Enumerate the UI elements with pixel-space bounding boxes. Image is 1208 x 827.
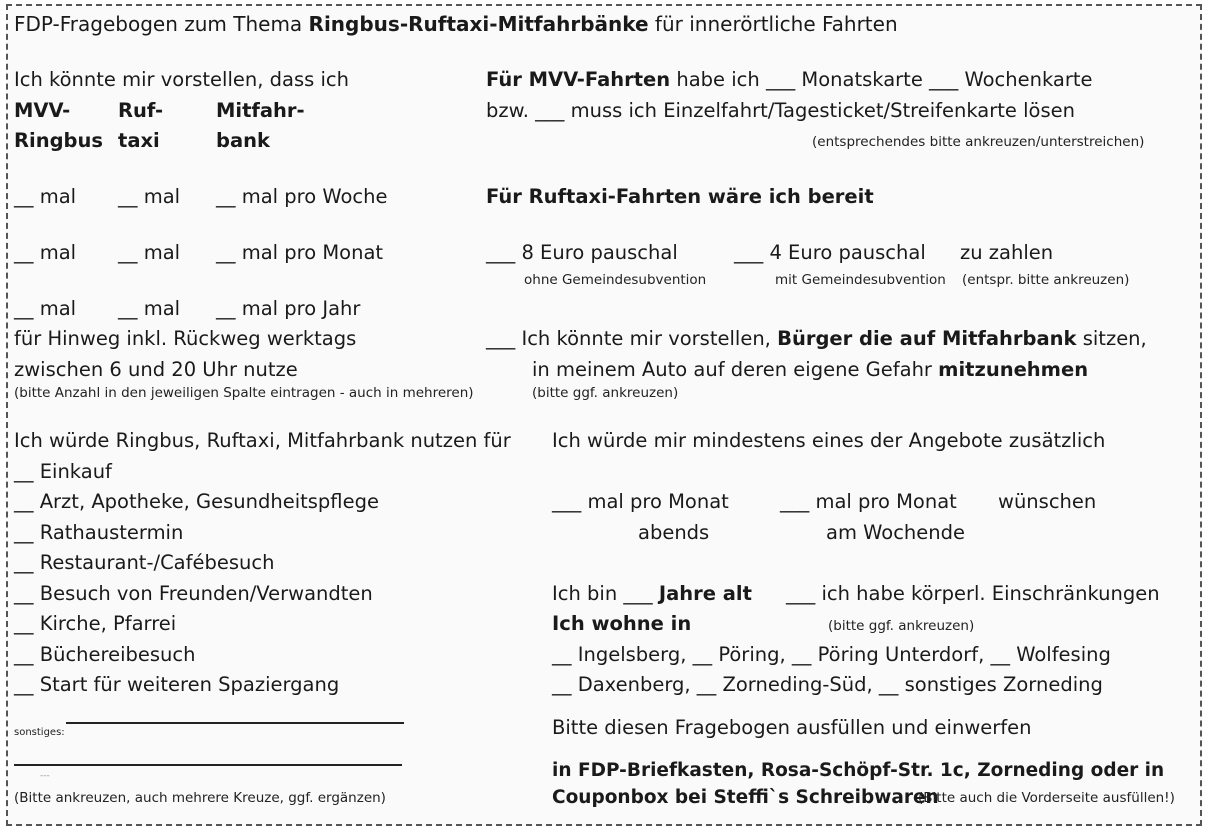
mitnehmen-line-2: in meinem Auto auf deren eigene Gefahr mitzunehmen — [532, 358, 1089, 381]
monatskarte-blank[interactable]: ___ — [765, 68, 796, 91]
wochenkarte-blank[interactable]: ___ — [929, 68, 959, 91]
ruftaxi-sub-2: mit Gemeindesubvention — [775, 272, 946, 288]
sonstiges-input-line-2[interactable] — [14, 764, 402, 766]
footer-line-1: in FDP-Briefkasten, Rosa-Schöpf-Str. 1c, Zorneding oder in — [552, 760, 1165, 781]
additional-sub-2: am Wochende — [826, 521, 966, 544]
month-mitfahrbank-field[interactable]: __ mal pro Monat — [216, 241, 384, 264]
additional-evening-field[interactable]: ___ mal pro Monat — [552, 490, 729, 513]
usage-description-1: für Hinweg inkl. Rückweg werktags — [14, 327, 357, 350]
ruftaxi-option-4-euro[interactable]: ___ 4 Euro pauschal — [734, 241, 926, 264]
faint-marking: --- — [40, 771, 50, 781]
year-mitfahrbank-field[interactable]: __ mal pro Jahr — [216, 297, 361, 320]
page-title — [14, 14, 898, 34]
location-option[interactable]: __ Pöring Unterdorf, — [791, 643, 985, 666]
month-ruftaxi-field[interactable]: __ mal — [118, 241, 181, 264]
col-header-ruftaxi-1: Ruf- — [118, 99, 164, 122]
location-option[interactable]: __ Wolfesing — [990, 643, 1111, 666]
usage-description-2: zwischen 6 und 20 Uhr nutze — [14, 358, 298, 381]
week-ruftaxi-field[interactable]: __ mal — [118, 185, 181, 208]
usage-note: (bitte Anzahl in den jeweiligen Spalte eintragen - auch in mehreren) — [14, 385, 474, 401]
questionnaire-card — [6, 4, 1202, 826]
col-header-ringbus-2: Ringbus — [14, 129, 103, 152]
mitnehmen-note: (bitte ggf. ankreuzen) — [532, 385, 679, 401]
purposes-heading: Ich würde Ringbus, Ruftaxi, Mitfahrbank nutzen für — [14, 429, 511, 452]
purpose-item[interactable]: __ Arzt, Apotheke, Gesundheitspflege — [14, 490, 379, 513]
footer-line-2: Couponbox bei Steffi`s Schreibwaren — [552, 787, 939, 808]
title-bold: Ringbus-Ruftaxi-Mitfahrbänke — [308, 12, 649, 36]
title-suffix: für innerörtliche Fahrten — [648, 12, 898, 36]
week-mitfahrbank-field[interactable]: __ mal pro Woche — [216, 185, 388, 208]
footer-instruction: Bitte diesen Fragebogen ausfüllen und einwerfen — [552, 716, 1032, 739]
ruftaxi-option-8-euro[interactable]: ___ 8 Euro pauschal — [486, 241, 678, 264]
year-ruftaxi-field[interactable]: __ mal — [118, 297, 181, 320]
col-header-mitfahrbank-1: Mitfahr- — [216, 99, 305, 122]
purpose-item[interactable]: __ Rathaustermin — [14, 521, 184, 544]
ruftaxi-sub-1: ohne Gemeindesubvention — [524, 272, 707, 288]
personal-note: (bitte ggf. ankreuzen) — [828, 618, 975, 634]
purposes-footer-note: (Bitte ankreuzen, auch mehrere Kreuze, ggf. ergänzen) — [14, 790, 386, 806]
additional-heading: Ich würde mir mindestens eines der Angebote zusätzlich — [552, 429, 1106, 452]
additional-sub-1: abends — [638, 521, 710, 544]
location-row-2 — [552, 675, 1103, 695]
week-ringbus-field[interactable]: __ mal — [14, 185, 77, 208]
usage-intro: Ich könnte mir vorstellen, dass ich — [14, 68, 349, 91]
purpose-item[interactable]: __ Kirche, Pfarrei — [14, 612, 177, 635]
col-header-ringbus-1: MVV- — [14, 99, 71, 122]
location-option[interactable]: __ Pöring, — [692, 643, 786, 666]
purpose-item[interactable]: __ Einkauf — [14, 460, 112, 483]
additional-wuenschen: wünschen — [998, 490, 1097, 513]
location-option[interactable]: __ sonstiges Zorneding — [878, 673, 1103, 696]
purpose-item[interactable]: __ Besuch von Freunden/Verwandten — [14, 582, 373, 605]
col-header-mitfahrbank-2: bank — [216, 129, 270, 152]
footer-note: (Bitte auch die Vorderseite ausfüllen!) — [918, 790, 1175, 806]
month-ringbus-field[interactable]: __ mal — [14, 241, 77, 264]
age-blank[interactable]: ___ — [623, 582, 653, 605]
ruftaxi-zahlen: zu zahlen — [960, 241, 1054, 264]
age-line: Ich bin ___ Jahre alt — [552, 582, 752, 605]
location-option[interactable]: __ Daxenberg, — [552, 673, 691, 696]
sonstiges-input-line[interactable] — [66, 722, 404, 724]
mvv-line-2: bzw. ___ muss ich Einzelfahrt/Tagesticket/Streifenkarte lösen — [486, 99, 1075, 122]
purpose-item[interactable]: __ Start für weiteren Spaziergang — [14, 673, 340, 696]
mvv-note: (entsprechendes bitte ankreuzen/unterstreichen) — [812, 134, 1145, 150]
einschraenkungen-field[interactable]: ___ ich habe körperl. Einschränkungen — [786, 582, 1160, 605]
title-prefix: FDP-Fragebogen zum Thema — [14, 12, 309, 36]
purpose-item[interactable]: __ Büchereibesuch — [14, 643, 196, 666]
einzelfahrt-blank[interactable]: ___ — [535, 99, 565, 122]
location-option[interactable]: __ Zorneding-Süd, — [696, 673, 873, 696]
location-option[interactable]: __ Ingelsberg, — [552, 643, 687, 666]
mvv-line-1: Für MVV-Fahrten habe ich ___ Monatskarte ___ Wochenkarte — [486, 68, 1093, 91]
mitnehmen-line-1: ___ Ich könnte mir vorstellen, Bürger die auf Mitfahrbank sitzen, — [486, 327, 1147, 350]
wohne-heading: Ich wohne in — [552, 612, 692, 635]
additional-weekend-field[interactable]: ___ mal pro Monat — [780, 490, 957, 513]
mitnehmen-blank[interactable]: ___ — [486, 327, 516, 350]
location-row-1 — [552, 645, 1111, 665]
purpose-item[interactable]: __ Restaurant-/Cafébesuch — [14, 551, 275, 574]
year-ringbus-field[interactable]: __ mal — [14, 297, 77, 320]
ruftaxi-sub-3: (entspr. bitte ankreuzen) — [962, 272, 1130, 288]
ruftaxi-heading: Für Ruftaxi-Fahrten wäre ich bereit — [486, 185, 874, 208]
col-header-ruftaxi-2: taxi — [118, 129, 160, 152]
sonstiges-label: sonstiges: — [14, 727, 65, 738]
